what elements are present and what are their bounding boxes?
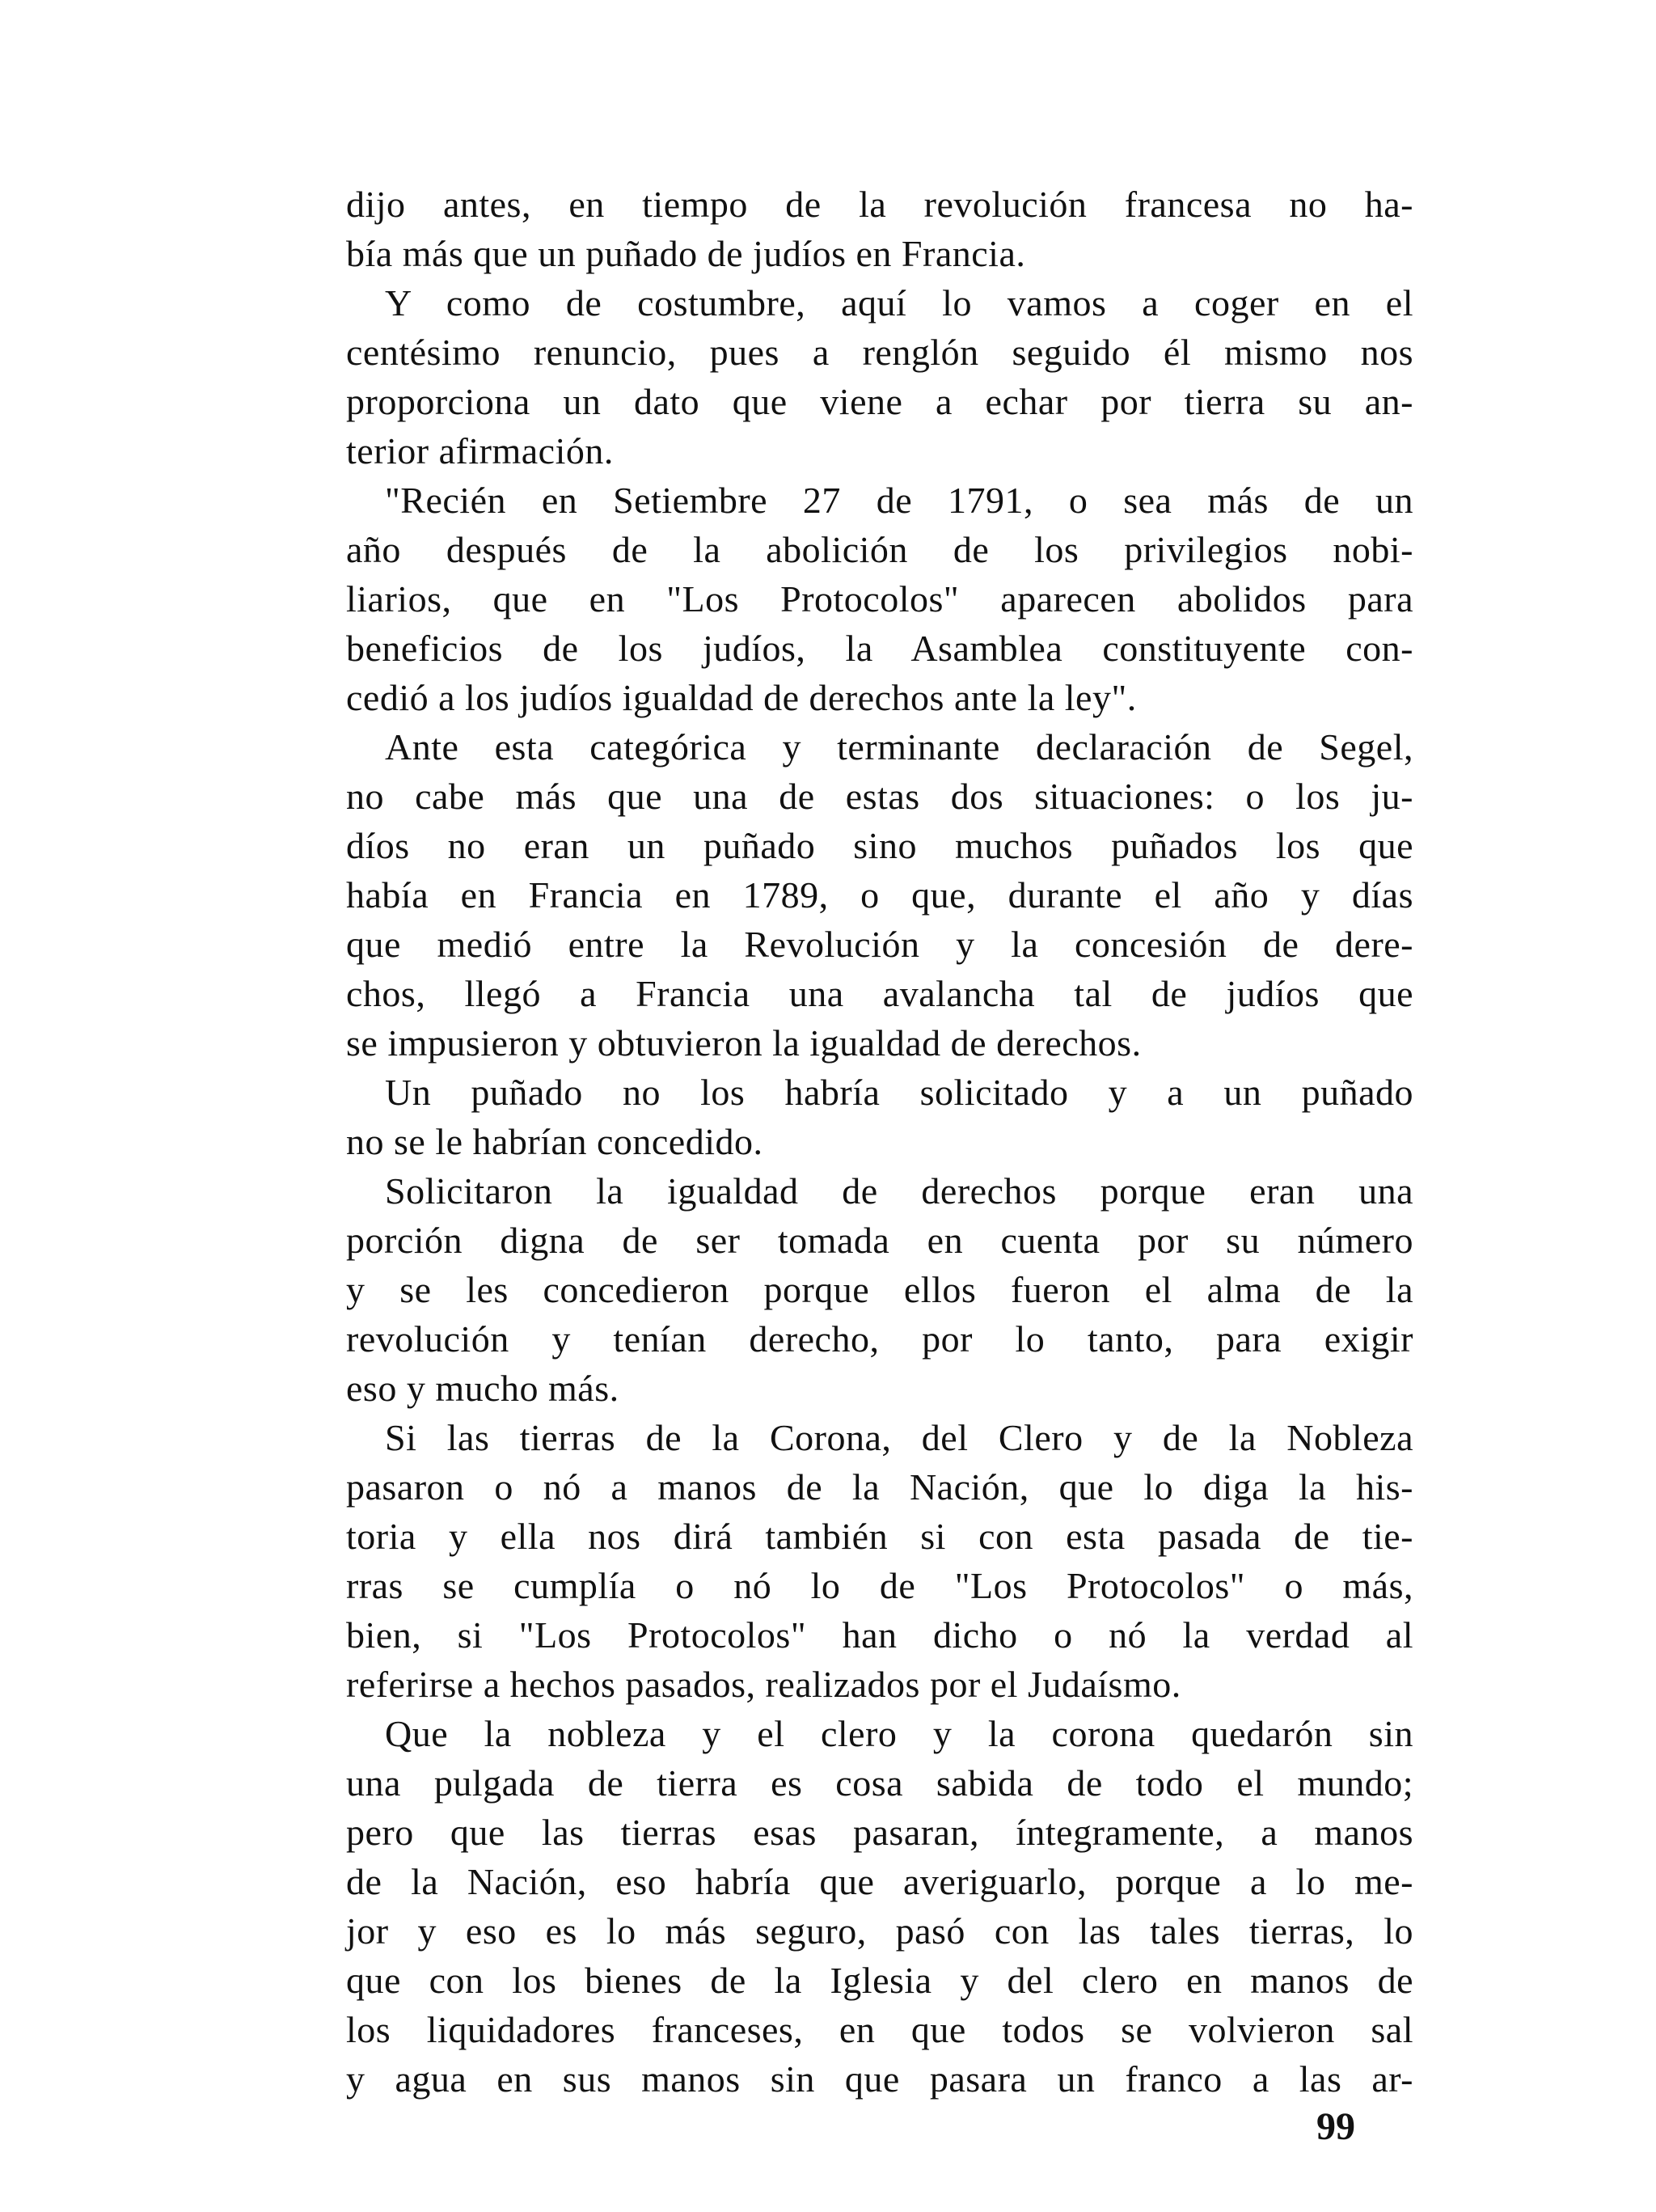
text-line: eso y mucho más. (346, 1368, 619, 1409)
text-line: bien, si "Los Protocolos" han dicho o nó la verdad al (346, 1614, 1413, 1656)
text-line: revolución y tenían derecho, por lo tanto, para exigir (346, 1318, 1413, 1360)
text-line: liarios, que en "Los Protocolos" aparecen abolidos para (346, 578, 1413, 620)
text-line: no cabe más que una de estas dos situaciones: o los ju- (346, 776, 1413, 817)
text-line: que medió entre la Revolución y la concesión de dere- (346, 924, 1413, 965)
text-line: Un puñado no los habría solicitado y a un puñado (385, 1072, 1413, 1113)
text-line: Ante esta categórica y terminante declaración de Segel, (385, 726, 1413, 768)
text-line: proporciona un dato que viene a echar por tierra su an- (346, 381, 1413, 422)
text-line: Si las tierras de la Corona, del Clero y de la Nobleza (385, 1417, 1413, 1458)
text-line: y agua en sus manos sin que pasara un franco a las ar- (346, 2058, 1413, 2100)
text-line: pero que las tierras esas pasaran, íntegramente, a manos (346, 1812, 1413, 1853)
text-line: una pulgada de tierra es cosa sabida de todo el mundo; (346, 1762, 1413, 1804)
text-line: no se le habrían concedido. (346, 1121, 763, 1162)
text-line: referirse a hechos pasados, realizados por el Judaísmo. (346, 1664, 1181, 1705)
text-line: rras se cumplía o nó lo de "Los Protocolos" o más, (346, 1565, 1413, 1606)
text-line: dijo antes, en tiempo de la revolución francesa no ha- (346, 184, 1413, 225)
text-line: que con los bienes de la Iglesia y del clero en manos de (346, 1960, 1413, 2001)
text-line: díos no eran un puñado sino muchos puñados los que (346, 825, 1413, 866)
page-number: 99 (1316, 2105, 1355, 2148)
body-text (346, 180, 1413, 2104)
text-line: toria y ella nos dirá también si con esta pasada de tie- (346, 1516, 1413, 1557)
text-line: chos, llegó a Francia una avalancha tal de judíos que (346, 973, 1413, 1014)
text-line: los liquidadores franceses, en que todos se volvieron sal (346, 2009, 1413, 2050)
text-line: año después de la abolición de los privilegios nobi- (346, 529, 1413, 570)
text-line: beneficios de los judíos, la Asamblea constituyente con- (346, 628, 1413, 669)
text-line: porción digna de ser tomada en cuenta por su número (346, 1220, 1413, 1261)
text-line: centésimo renuncio, pues a renglón seguido él mismo nos (346, 332, 1413, 373)
text-line: Y como de costumbre, aquí lo vamos a coger en el (385, 282, 1413, 324)
text-line: de la Nación, eso habría que averiguarlo, porque a lo me- (346, 1861, 1413, 1902)
text-line: y se les concedieron porque ellos fueron el alma de la (346, 1269, 1413, 1310)
text-line: cedió a los judíos igualdad de derechos ante la ley". (346, 677, 1137, 718)
text-line: bía más que un puñado de judíos en Francia. (346, 233, 1026, 274)
text-line: Solicitaron la igualdad de derechos porque eran una (385, 1170, 1413, 1212)
text-line: se impusieron y obtuvieron la igualdad de derechos. (346, 1022, 1142, 1064)
text-line: pasaron o nó a manos de la Nación, que lo diga la his- (346, 1466, 1413, 1508)
text-line: jor y eso es lo más seguro, pasó con las tales tierras, lo (346, 1910, 1413, 1952)
text-line: había en Francia en 1789, o que, durante el año y días (346, 874, 1413, 916)
text-line: "Recién en Setiembre 27 de 1791, o sea más de un (385, 480, 1413, 521)
text-line: terior afirmación. (346, 430, 614, 472)
text-line: Que la nobleza y el clero y la corona quedarón sin (385, 1713, 1413, 1754)
